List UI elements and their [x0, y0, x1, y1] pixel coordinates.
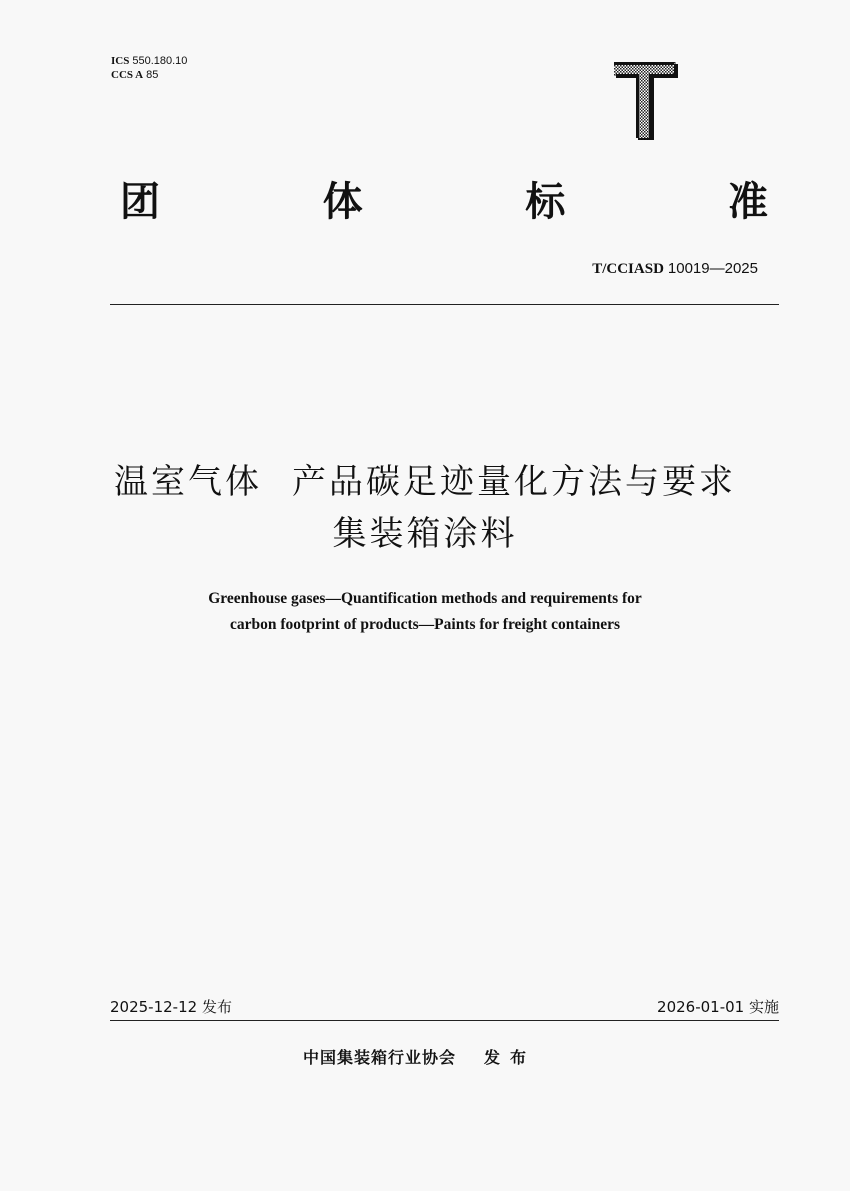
top-divider — [110, 304, 779, 305]
ics-value: 550.180.10 — [132, 55, 188, 67]
chinese-title-topic: 温室气体 — [114, 462, 262, 502]
date-row — [110, 997, 779, 1017]
standard-type-char-1: 团 — [120, 179, 160, 225]
standard-type-heading — [120, 180, 768, 224]
standard-type-char-2: 体 — [322, 179, 363, 225]
ics-label: ICS — [111, 55, 130, 67]
standard-type-char-4: 准 — [727, 179, 768, 225]
publisher-line — [303, 1045, 536, 1068]
t-letter-emblem-icon — [614, 62, 678, 140]
english-title-line-2: carbon footprint of products—Paints for freight containers — [229, 616, 621, 633]
implementation-date: 2026-01-01 实施 — [657, 998, 779, 1016]
ics-code — [111, 54, 187, 68]
standard-type-char-3: 标 — [525, 179, 566, 225]
classification-codes — [111, 54, 187, 82]
chinese-title-subject: 产品碳足迹量化方法与要求 — [292, 462, 736, 502]
issue-date: 2025-12-12 发布 — [110, 998, 232, 1016]
standard-number — [592, 259, 758, 278]
ccs-code — [111, 68, 187, 82]
ccs-label: CCS A — [111, 69, 144, 81]
publish-action: 发布 — [484, 1048, 537, 1067]
bottom-divider — [110, 1020, 779, 1021]
english-title-line-1: Greenhouse gases—Quantification methods and requirements for — [208, 590, 642, 607]
standard-number-value: 10019—2025 — [667, 260, 758, 277]
ccs-value: 85 — [146, 69, 159, 81]
chinese-title-line-2: 集装箱涂料 — [332, 514, 518, 554]
publisher-organization: 中国集装箱行业协会 — [303, 1048, 457, 1067]
chinese-title-line-1 — [80, 462, 770, 502]
standard-number-prefix: T/CCIASD — [592, 261, 664, 277]
